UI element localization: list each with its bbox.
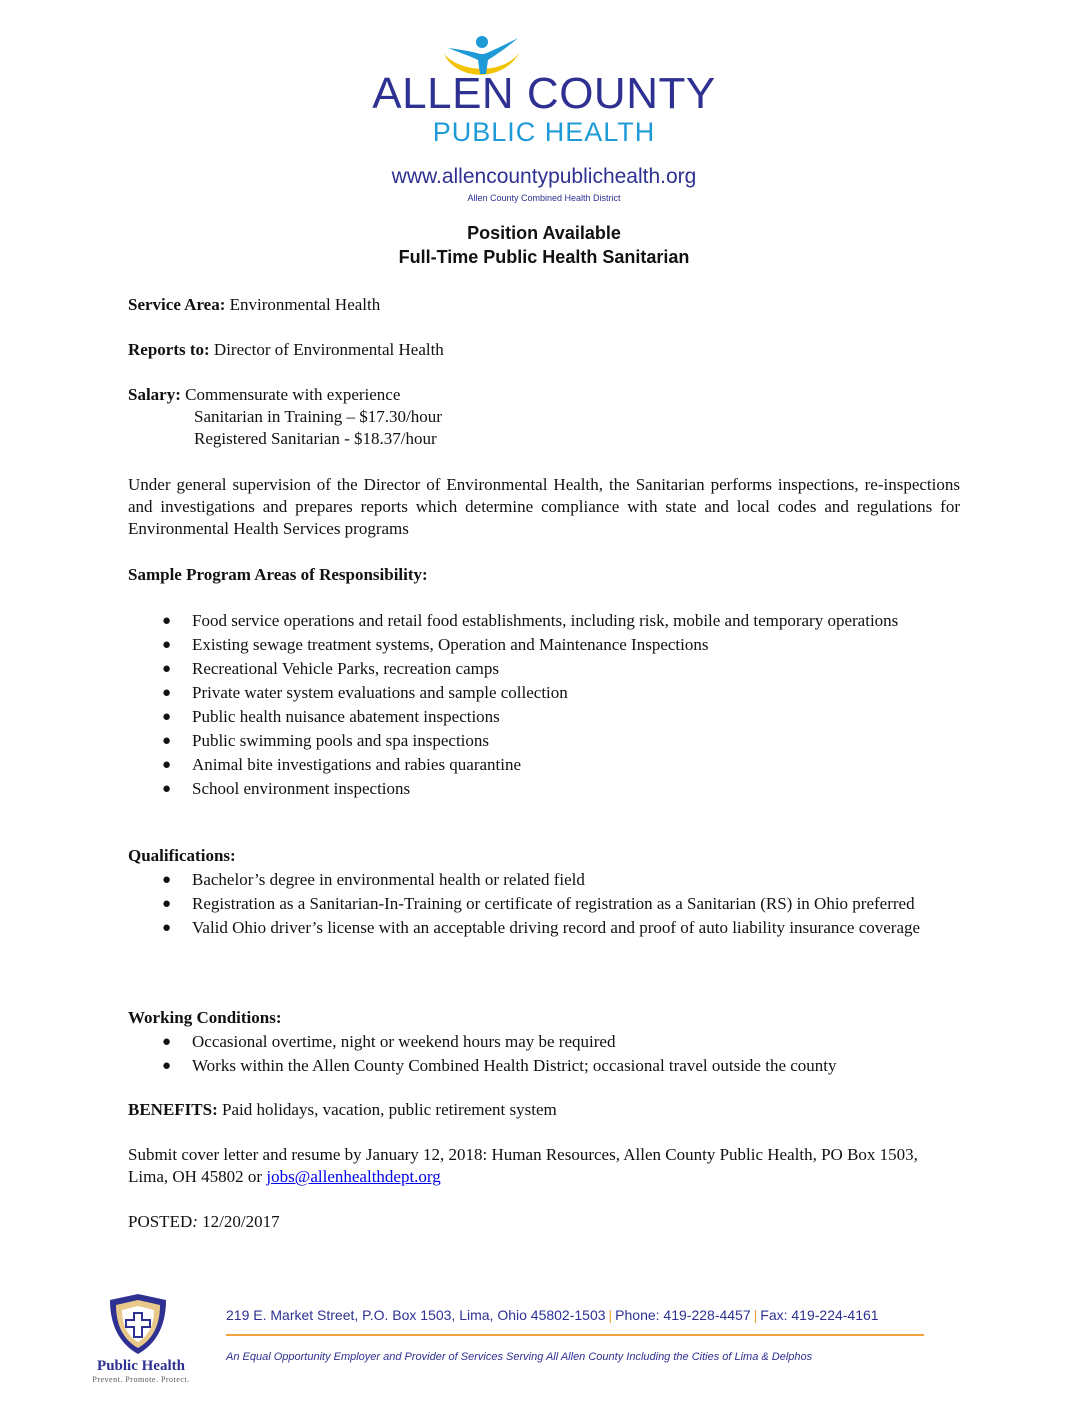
- list-item: ● Valid Ohio driver’s license with an acceptable driving record and proof of auto liability insurance coverage: [162, 918, 921, 937]
- district-name: Allen County Combined Health District: [467, 193, 621, 203]
- reports-to-label: Reports to:: [128, 340, 210, 359]
- list-item: ● Food service operations and retail food establishments, including risk, mobile and temporary operations: [162, 611, 899, 630]
- bullet-icon: ●: [162, 896, 172, 912]
- list-item: ● Works within the Allen County Combined Health District; occasional travel outside the county: [162, 1056, 837, 1075]
- footer-address: 219 E. Market Street, P.O. Box 1503, Lima, Ohio 45802-1503: [226, 1307, 606, 1323]
- logo-wordmark-public-health: PUBLIC HEALTH: [432, 117, 656, 147]
- footer-fax: Fax: 419-224-4161: [760, 1307, 879, 1323]
- service-area-line: [128, 294, 960, 316]
- list-item: ● Public health nuisance abatement inspections: [162, 707, 500, 726]
- footer-phone: Phone: 419-228-4457: [615, 1307, 751, 1323]
- service-area-value: Environmental Health: [229, 295, 381, 314]
- logo-wordmark-allen-county: ALLEN COUNTY: [372, 69, 716, 118]
- list-item: ● Bachelor’s degree in environmental health or related field: [162, 870, 585, 889]
- posted-colon: :: [192, 1212, 198, 1231]
- bullet-icon: ●: [162, 637, 172, 653]
- list-item: ● Occasional overtime, night or weekend hours may be required: [162, 1032, 616, 1051]
- footer-contact: [226, 1307, 946, 1323]
- footer-logo-tagline: Prevent. Promote. Protect.: [92, 1375, 190, 1384]
- posted-line: [128, 1211, 960, 1233]
- bullet-icon: ●: [162, 1058, 172, 1074]
- list-item: ● Recreational Vehicle Parks, recreation camps: [162, 659, 499, 678]
- job-description: Under general supervision of the Director of Environmental Health, the Sanitarian performs inspections, re-inspections and investigations and prepares reports which determine compliance with state and local codes and regulations for Environmental Health Services programs: [128, 475, 960, 538]
- posted-date: 12/20/2017: [202, 1212, 280, 1231]
- bullet-icon: ●: [162, 661, 172, 677]
- salary-block: [128, 384, 960, 450]
- salary-rate-sit: Sanitarian in Training – $17.30/hour: [194, 407, 442, 426]
- list-item: ● Existing sewage treatment systems, Operation and Maintenance Inspections: [162, 635, 709, 654]
- list-item: ● Public swimming pools and spa inspections: [162, 731, 490, 750]
- footer-eoe-statement: An Equal Opportunity Employer and Provider of Services Serving All Allen County Including the Cities of Lima & Delphos: [226, 1351, 813, 1363]
- responsibilities-list: [128, 610, 960, 802]
- submit-instructions: Submit cover letter and resume by January 12, 2018: Human Resources, Allen County Public Health, PO Box 1503, Lima, OH 45802 or jobs@allenhealthdept.org: [128, 1145, 918, 1186]
- posted-label: POSTED: [128, 1212, 193, 1231]
- salary-rate-rs: Registered Sanitarian - $18.37/hour: [194, 429, 437, 448]
- list-item: ● Registration as a Sanitarian-In-Training or certificate of registration as a Sanitarian (RS) in Ohio preferred: [162, 894, 915, 913]
- bullet-icon: ●: [162, 920, 172, 936]
- bullet-icon: ●: [162, 757, 172, 773]
- responsibilities-heading: Sample Program Areas of Responsibility:: [128, 565, 428, 584]
- footer-logo-text: Public Health: [97, 1358, 185, 1374]
- benefits-line: [128, 1099, 960, 1121]
- divider: |: [753, 1307, 758, 1323]
- bullet-icon: ●: [162, 685, 172, 701]
- salary-label: Salary:: [128, 385, 181, 404]
- bullet-icon: ●: [162, 781, 172, 797]
- benefits-label: BENEFITS:: [128, 1100, 218, 1119]
- bullet-icon: ●: [162, 733, 172, 749]
- salary-value: Commensurate with experience: [185, 385, 401, 404]
- service-area-label: Service Area:: [128, 295, 226, 314]
- page-title: Position Available: [467, 223, 621, 243]
- bullet-icon: ●: [162, 1034, 172, 1050]
- reports-to-value: Director of Environmental Health: [213, 340, 444, 359]
- bullet-icon: ●: [162, 872, 172, 888]
- working-conditions-list: [128, 1031, 960, 1079]
- salary-line: [128, 384, 960, 406]
- reports-to-line: [128, 339, 960, 361]
- list-item: ● School environment inspections: [162, 779, 411, 798]
- list-item: ● Private water system evaluations and sample collection: [162, 683, 568, 702]
- bullet-icon: ●: [162, 709, 172, 725]
- divider: |: [608, 1307, 613, 1323]
- email-link[interactable]: jobs@allenhealthdept.org: [266, 1167, 441, 1186]
- benefits-value: Paid holidays, vacation, public retirement system: [222, 1100, 557, 1119]
- position-title: Full-Time Public Health Sanitarian: [398, 247, 690, 267]
- qualifications-heading: Qualifications:: [128, 846, 236, 865]
- public-health-shield-icon: [104, 1292, 172, 1356]
- footer-divider: [226, 1334, 924, 1336]
- website-link[interactable]: www.allencountypublichealth.org: [391, 165, 697, 188]
- bullet-icon: ●: [162, 613, 172, 629]
- working-conditions-heading: Working Conditions:: [128, 1008, 282, 1027]
- qualifications-list: [128, 869, 960, 941]
- list-item: ● Animal bite investigations and rabies quarantine: [162, 755, 522, 774]
